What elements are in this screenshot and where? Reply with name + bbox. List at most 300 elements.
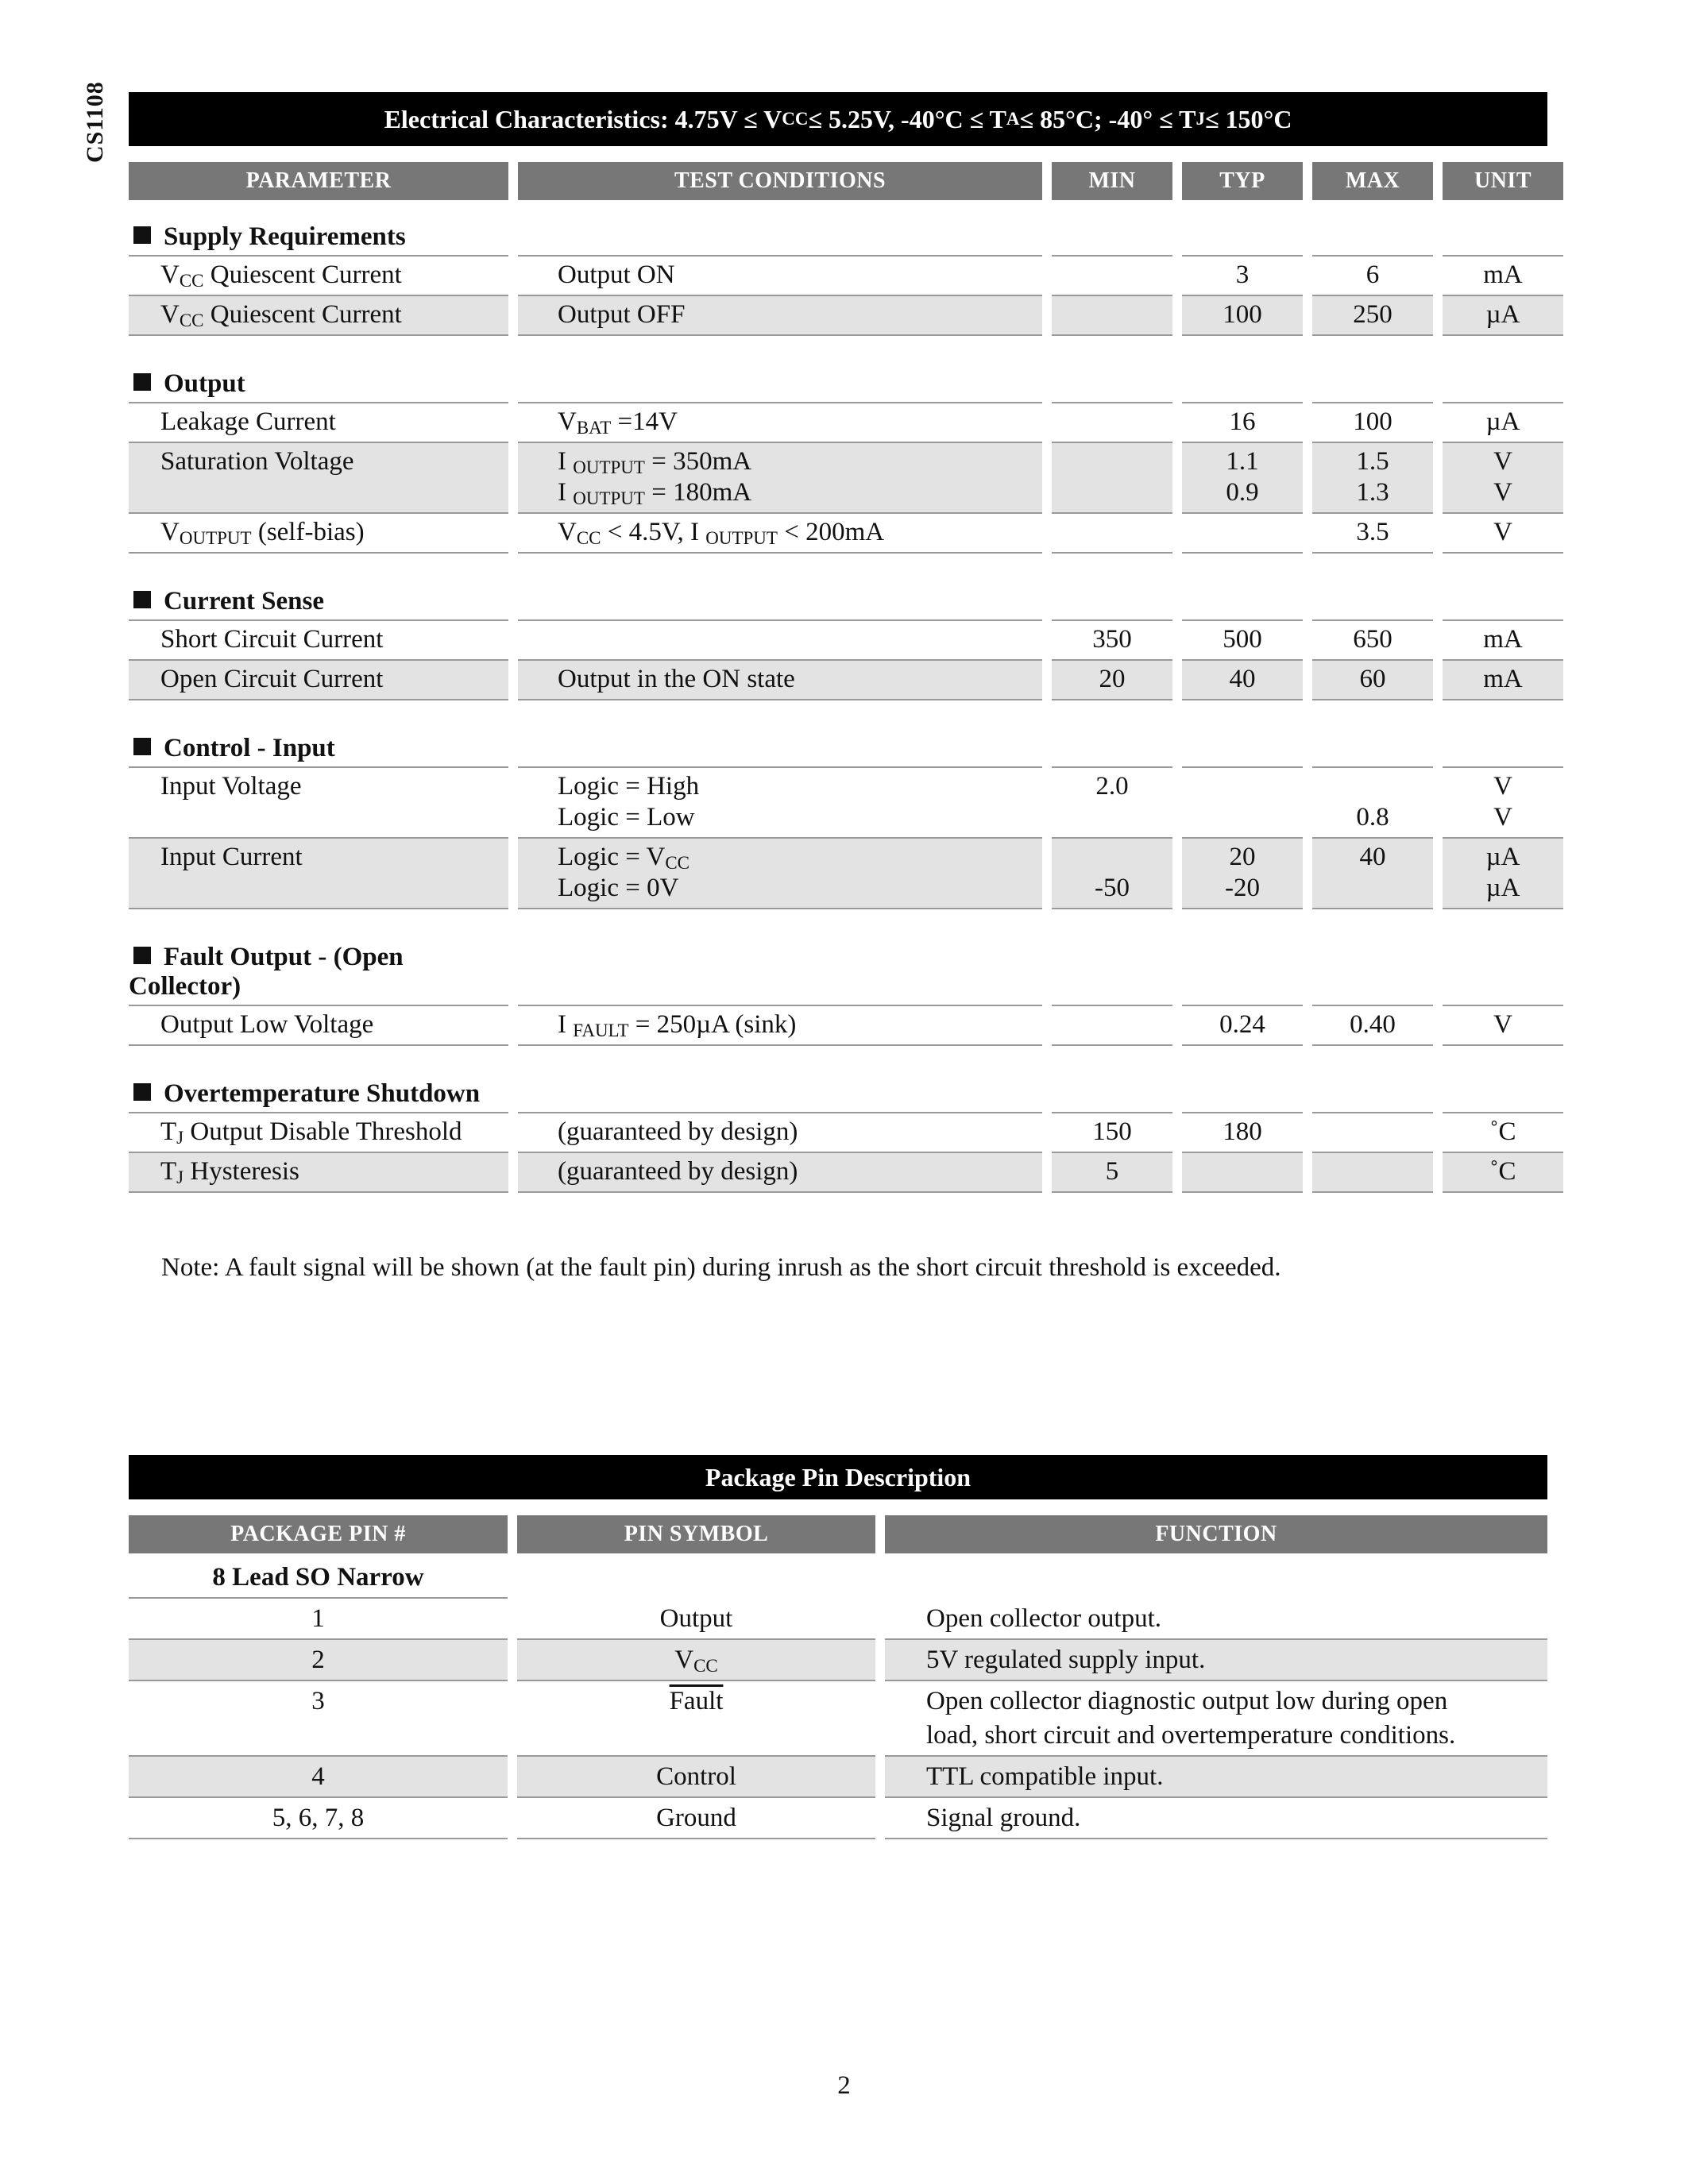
unit-value: V	[1493, 1010, 1512, 1039]
section-rule	[1182, 366, 1303, 403]
section-title	[129, 940, 508, 1006]
parameter-cell	[129, 1113, 508, 1153]
pin-number-cell: 3	[129, 1681, 508, 1757]
unit-value: µA	[1485, 843, 1520, 871]
square-bullet-icon	[133, 591, 151, 608]
max-value: 60	[1359, 665, 1386, 693]
typ-cell	[1182, 1153, 1303, 1193]
unit-cell	[1443, 514, 1563, 554]
pin-number-cell: 1	[129, 1599, 508, 1640]
section-title	[129, 731, 508, 768]
min-cell	[1052, 839, 1172, 909]
text: =14V	[611, 407, 678, 436]
condition-line	[558, 446, 1042, 477]
section-header	[129, 1076, 1547, 1113]
typ-value: 500	[1223, 625, 1262, 654]
unit-value: V	[1493, 772, 1512, 801]
column-header: PARAMETER	[129, 162, 508, 200]
unit-value: V	[1493, 518, 1512, 546]
pin-number-cell: 5, 6, 7, 8	[129, 1798, 508, 1839]
column-header: FUNCTION	[885, 1515, 1547, 1553]
typ-value	[1182, 1156, 1303, 1187]
min-value	[1052, 260, 1172, 291]
max-cell	[1312, 1113, 1433, 1153]
pin-symbol: V	[674, 1646, 694, 1674]
max-value	[1312, 1117, 1433, 1148]
subscript: OUTPUT	[705, 528, 778, 548]
ec-title-part: Electrical Characteristics: 4.75V ≤ V	[384, 104, 782, 133]
unit-value: V	[1493, 478, 1512, 507]
text: Leakage Current	[160, 407, 336, 436]
square-bullet-icon	[133, 1083, 151, 1101]
max-cell	[1312, 257, 1433, 296]
section-rule	[1312, 731, 1433, 768]
function-line: 5V regulated supply input.	[926, 1646, 1206, 1674]
min-cell	[1052, 443, 1172, 514]
table-row	[129, 1599, 1547, 1640]
table-row	[129, 257, 1547, 296]
pin-number-cell: 4	[129, 1757, 508, 1798]
column-header: PIN SYMBOL	[517, 1515, 875, 1553]
typ-value	[1182, 802, 1303, 833]
text: Quiescent Current	[203, 260, 402, 289]
condition-cell	[518, 1153, 1042, 1193]
text: Saturation Voltage	[160, 447, 354, 476]
pin-symbol: Ground	[656, 1804, 736, 1832]
section-title	[129, 584, 508, 621]
table-row	[129, 1006, 1547, 1046]
function-line: load, short circuit and overtemperature conditions.	[926, 1721, 1456, 1750]
pin-symbol-cell	[517, 1798, 875, 1839]
condition-cell	[518, 1006, 1042, 1046]
section-rule	[1443, 219, 1563, 257]
section-title	[129, 1076, 508, 1113]
condition-cell	[518, 839, 1042, 909]
section-name: Current Sense	[164, 587, 324, 615]
condition-cell	[518, 661, 1042, 700]
typ-value: 16	[1229, 407, 1256, 436]
section-header	[129, 366, 1547, 403]
text: (self-bias)	[251, 518, 365, 546]
max-cell	[1312, 403, 1433, 443]
subscript: J	[176, 1167, 184, 1187]
max-value: 250	[1353, 300, 1393, 329]
typ-cell	[1182, 257, 1303, 296]
unit-value: mA	[1483, 260, 1523, 289]
section-header	[129, 219, 1547, 257]
condition-line	[558, 802, 1042, 833]
text: Open Circuit Current	[160, 665, 384, 693]
pp-subheader: 8 Lead SO Narrow	[129, 1553, 508, 1599]
text: Logic = Low	[558, 803, 695, 832]
column-header: TEST CONDITIONS	[518, 162, 1042, 200]
min-value: 2.0	[1095, 772, 1129, 801]
pin-symbol-cell	[517, 1757, 875, 1798]
pin-symbol: Output	[659, 1604, 733, 1633]
subscript: FAULT	[573, 1021, 629, 1040]
typ-value	[1182, 771, 1303, 802]
unit-value: V	[1493, 803, 1512, 832]
condition-cell	[518, 514, 1042, 554]
typ-value: 1.1	[1226, 447, 1259, 476]
function-line: TTL compatible input.	[926, 1762, 1164, 1791]
pp-title: Package Pin Description	[129, 1455, 1547, 1499]
min-cell	[1052, 403, 1172, 443]
text: Output in the ON state	[558, 665, 795, 693]
condition-cell	[518, 403, 1042, 443]
max-value: 650	[1353, 625, 1393, 654]
min-cell	[1052, 661, 1172, 700]
unit-cell	[1443, 839, 1563, 909]
section-rule	[1182, 940, 1303, 1006]
section-name: Control - Input	[164, 734, 335, 762]
max-cell	[1312, 296, 1433, 336]
parameter-cell	[129, 296, 508, 336]
unit-cell	[1443, 1153, 1563, 1193]
min-cell	[1052, 1006, 1172, 1046]
min-value: 5	[1105, 1157, 1119, 1186]
text: I	[558, 1010, 574, 1039]
section-rule	[1052, 219, 1172, 257]
subscript: CC	[576, 528, 601, 548]
parameter-cell	[129, 661, 508, 700]
parameter-cell	[129, 1153, 508, 1193]
unit-value: ˚C	[1489, 1157, 1516, 1186]
typ-cell	[1182, 403, 1303, 443]
square-bullet-icon	[133, 738, 151, 755]
column-header: MAX	[1312, 162, 1433, 200]
typ-cell	[1182, 1006, 1303, 1046]
max-cell	[1312, 443, 1433, 514]
condition-line	[558, 517, 1042, 548]
section-title	[129, 219, 508, 257]
section-rule	[1443, 584, 1563, 621]
condition-line	[558, 1117, 1042, 1148]
subscript: BAT	[576, 418, 612, 438]
square-bullet-icon	[133, 947, 151, 964]
parameter-cell	[129, 768, 508, 839]
text: (guaranteed by design)	[558, 1117, 798, 1146]
typ-cell	[1182, 443, 1303, 514]
text: < 4.5V, I	[601, 518, 706, 546]
pin-number-cell: 2	[129, 1640, 508, 1681]
typ-cell	[1182, 621, 1303, 661]
text: = 180mA	[644, 478, 752, 507]
section-rule	[1182, 1076, 1303, 1113]
min-cell	[1052, 1153, 1172, 1193]
section-header	[129, 940, 1547, 1006]
section-rule	[1182, 219, 1303, 257]
ec-title-part: ≤ 5.25V, -40°C ≤ T	[808, 104, 1006, 133]
unit-value: µA	[1485, 300, 1520, 329]
typ-value: 0.9	[1226, 478, 1259, 507]
parameter-cell	[129, 514, 508, 554]
section-rule	[1443, 940, 1563, 1006]
unit-cell	[1443, 661, 1563, 700]
table-row	[129, 661, 1547, 700]
unit-cell	[1443, 296, 1563, 336]
typ-value: -20	[1225, 874, 1260, 902]
section-rule	[1052, 940, 1172, 1006]
text: V	[558, 407, 577, 436]
typ-cell	[1182, 661, 1303, 700]
pp-body	[129, 1599, 1547, 1839]
unit-value: mA	[1483, 625, 1523, 654]
ec-title-part: ≤ 150°C	[1204, 104, 1292, 133]
section-rule	[518, 731, 1042, 768]
max-cell	[1312, 661, 1433, 700]
section-rule	[1443, 366, 1563, 403]
parameter-cell	[129, 1006, 508, 1046]
max-value: 0.8	[1356, 803, 1389, 832]
condition-cell	[518, 1113, 1042, 1153]
column-header: TYP	[1182, 162, 1303, 200]
condition-cell	[518, 257, 1042, 296]
text: < 200mA	[777, 518, 885, 546]
section-rule	[1312, 1076, 1433, 1113]
max-value	[1312, 1156, 1433, 1187]
section-rule	[1052, 584, 1172, 621]
condition-line	[558, 664, 1042, 695]
parameter-cell	[129, 443, 508, 514]
max-value	[1312, 771, 1433, 802]
section-rule	[1312, 940, 1433, 1006]
condition-line	[558, 260, 1042, 291]
typ-value: 3	[1235, 260, 1250, 289]
table-row	[129, 1681, 1547, 1757]
section-rule	[1052, 1076, 1172, 1113]
text: Input Current	[160, 843, 303, 871]
note-text: Note: A fault signal will be shown (at the fault pin) during inrush as the short circuit threshold is exceeded.	[161, 1253, 1281, 1282]
condition-line	[558, 477, 1042, 508]
text: V	[160, 518, 180, 546]
text: Output Disable Threshold	[183, 1117, 462, 1146]
parameter-cell	[129, 403, 508, 443]
min-value	[1052, 407, 1172, 438]
pin-symbol-cell	[517, 1681, 875, 1757]
max-value: 1.3	[1356, 478, 1389, 507]
package-pin-table	[129, 1455, 1547, 1839]
min-cell	[1052, 768, 1172, 839]
max-cell	[1312, 1006, 1433, 1046]
unit-cell	[1443, 768, 1563, 839]
unit-value: mA	[1483, 665, 1523, 693]
text: V	[160, 300, 180, 329]
section-name: Fault Output - (Open Collector)	[129, 943, 404, 1001]
max-value: 40	[1359, 843, 1386, 871]
section-rule	[1443, 1076, 1563, 1113]
function-cell	[885, 1798, 1547, 1839]
condition-line	[558, 1009, 1042, 1040]
min-cell	[1052, 257, 1172, 296]
ec-title: Electrical Characteristics: 4.75V ≤ V CC ≤ 5.25V, -40°C ≤ T A ≤ 85°C; -40° ≤ T J ≤ 150°C	[129, 92, 1547, 146]
min-value: -50	[1095, 874, 1130, 902]
text: I	[558, 478, 574, 507]
pin-symbol: Control	[656, 1762, 736, 1791]
max-cell	[1312, 768, 1433, 839]
typ-cell	[1182, 768, 1303, 839]
unit-value: µA	[1485, 407, 1520, 436]
min-cell	[1052, 1113, 1172, 1153]
text: Logic = V	[558, 843, 666, 871]
text: V	[558, 518, 577, 546]
section-rule	[1182, 731, 1303, 768]
max-cell	[1312, 839, 1433, 909]
function-line: Signal ground.	[926, 1804, 1081, 1832]
max-value: 3.5	[1356, 518, 1389, 546]
table-row	[129, 768, 1547, 839]
unit-value: V	[1493, 447, 1512, 476]
pin-symbol-cell	[517, 1599, 875, 1640]
electrical-characteristics-table	[129, 92, 1547, 1193]
condition-cell	[518, 296, 1042, 336]
typ-value: 40	[1229, 665, 1256, 693]
table-row	[129, 403, 1547, 443]
pin-symbol-cell	[517, 1640, 875, 1681]
table-row	[129, 1640, 1547, 1681]
ec-column-headers	[129, 162, 1547, 200]
function-cell	[885, 1757, 1547, 1798]
table-row	[129, 443, 1547, 514]
section-rule	[518, 940, 1042, 1006]
section-header	[129, 584, 1547, 621]
section-rule	[1312, 584, 1433, 621]
min-value	[1052, 517, 1172, 548]
table-row	[129, 1798, 1547, 1839]
section-rule	[1052, 366, 1172, 403]
text: Hysteresis	[183, 1157, 299, 1186]
min-value	[1052, 842, 1172, 873]
condition-cell	[518, 768, 1042, 839]
section-rule	[1312, 366, 1433, 403]
ec-body	[129, 219, 1547, 1193]
min-value	[1052, 802, 1172, 833]
square-bullet-icon	[133, 226, 151, 244]
typ-cell	[1182, 1113, 1303, 1153]
table-row	[129, 1757, 1547, 1798]
function-cell	[885, 1599, 1547, 1640]
section-rule	[1443, 731, 1563, 768]
subscript: CC	[693, 1656, 718, 1676]
section-name: Supply Requirements	[164, 222, 406, 251]
subscript: CC	[179, 311, 204, 330]
min-cell	[1052, 296, 1172, 336]
table-row	[129, 1113, 1547, 1153]
text: V	[160, 260, 180, 289]
max-cell	[1312, 1153, 1433, 1193]
text: Output ON	[558, 260, 675, 289]
min-value	[1052, 446, 1172, 477]
condition-line	[558, 873, 1042, 904]
text: (guaranteed by design)	[558, 1157, 798, 1186]
typ-cell	[1182, 296, 1303, 336]
text: T	[160, 1117, 177, 1146]
typ-value: 180	[1223, 1117, 1262, 1146]
subscript: J	[176, 1128, 184, 1148]
section-rule	[1182, 584, 1303, 621]
text: Logic = 0V	[558, 874, 679, 902]
section-name: Output	[164, 369, 245, 398]
subscript: OUTPUT	[179, 528, 252, 548]
min-cell	[1052, 621, 1172, 661]
part-number-label: CS1108	[82, 81, 108, 163]
parameter-cell	[129, 257, 508, 296]
max-value: 6	[1365, 260, 1380, 289]
subscript: CC	[179, 271, 204, 291]
max-value	[1312, 873, 1433, 904]
section-rule	[518, 366, 1042, 403]
typ-value: 100	[1223, 300, 1262, 329]
subscript: OUTPUT	[573, 457, 645, 477]
pin-symbol: Fault	[669, 1687, 724, 1715]
pp-column-headers	[129, 1515, 1547, 1553]
table-row	[129, 621, 1547, 661]
section-header	[129, 731, 1547, 768]
column-header: UNIT	[1443, 162, 1563, 200]
column-header: MIN	[1052, 162, 1172, 200]
column-header: PACKAGE PIN #	[129, 1515, 508, 1553]
typ-cell	[1182, 514, 1303, 554]
condition-line	[558, 1156, 1042, 1187]
function-cell	[885, 1681, 1547, 1757]
section-rule	[1312, 219, 1433, 257]
unit-cell	[1443, 1113, 1563, 1153]
max-value: 1.5	[1356, 447, 1389, 476]
parameter-cell	[129, 839, 508, 909]
text: = 250µA (sink)	[628, 1010, 797, 1039]
text: T	[160, 1157, 177, 1186]
table-row	[129, 514, 1547, 554]
subscript: CC	[665, 853, 690, 873]
section-rule	[518, 584, 1042, 621]
section-rule	[518, 1076, 1042, 1113]
unit-cell	[1443, 257, 1563, 296]
section-title	[129, 366, 508, 403]
min-cell	[1052, 514, 1172, 554]
unit-cell	[1443, 403, 1563, 443]
condition-cell	[518, 621, 1042, 661]
section-rule	[1052, 731, 1172, 768]
text: Short Circuit Current	[160, 625, 384, 654]
condition-line	[558, 407, 1042, 438]
condition-cell	[518, 443, 1042, 514]
text: = 350mA	[644, 447, 752, 476]
text: Output Low Voltage	[160, 1010, 374, 1039]
condition-line	[558, 842, 1042, 873]
typ-cell	[1182, 839, 1303, 909]
condition-line	[558, 771, 1042, 802]
section-name: Overtemperature Shutdown	[164, 1079, 481, 1108]
min-value: 20	[1099, 665, 1126, 693]
max-value: 0.40	[1350, 1010, 1396, 1039]
page-number: 2	[837, 2071, 851, 2100]
max-cell	[1312, 621, 1433, 661]
text: Input Voltage	[160, 772, 302, 801]
table-row	[129, 839, 1547, 909]
ec-title-part: ≤ 85°C; -40° ≤ T	[1019, 104, 1196, 133]
function-cell	[885, 1640, 1547, 1681]
max-value: 100	[1353, 407, 1393, 436]
min-value	[1052, 1009, 1172, 1040]
condition-line	[558, 299, 1042, 330]
text: I	[558, 447, 574, 476]
unit-value: ˚C	[1489, 1117, 1516, 1146]
min-value: 350	[1092, 625, 1132, 654]
unit-cell	[1443, 621, 1563, 661]
section-rule	[518, 219, 1042, 257]
square-bullet-icon	[133, 373, 151, 391]
parameter-cell	[129, 621, 508, 661]
